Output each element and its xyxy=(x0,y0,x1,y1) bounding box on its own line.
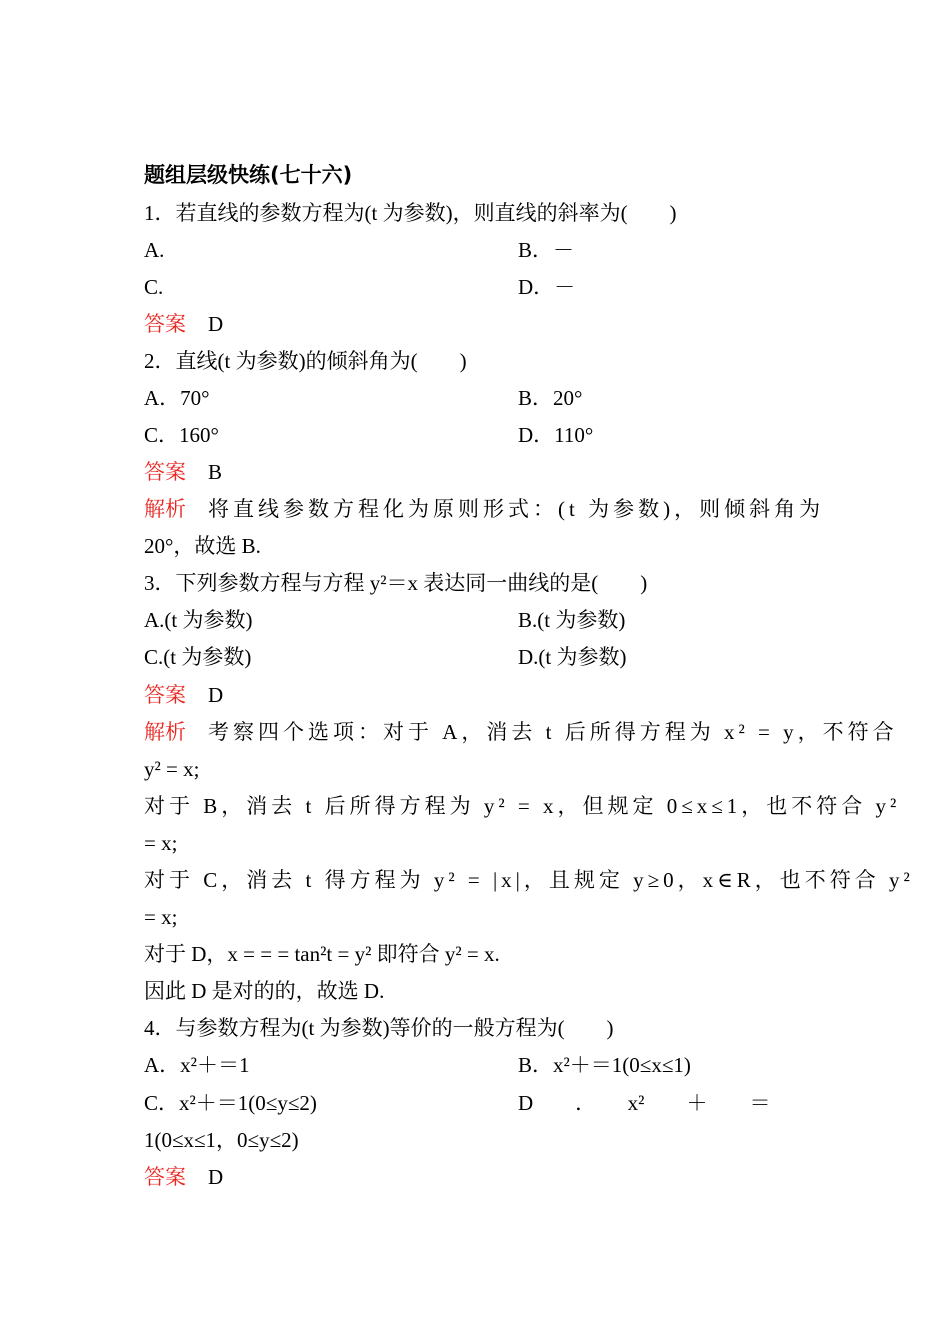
analysis-label: 解析 xyxy=(144,497,186,521)
q3-analysis-line-3: 对于 B，消去 t 后所得方程为 y² = x，但规定 0≤x≤1，也不符合 y² xyxy=(144,794,901,818)
q1-option-a: A. xyxy=(144,238,165,262)
q2-analysis-row xyxy=(144,494,824,524)
q1-option-c: C. xyxy=(144,275,164,299)
q1-answer-row xyxy=(144,309,223,339)
q2-stem: 2．直线(t 为参数)的倾斜角为( ) xyxy=(144,349,467,373)
q2-answer: B xyxy=(208,460,223,484)
analysis-label: 解析 xyxy=(144,720,186,744)
answer-label: 答案 xyxy=(144,460,186,484)
q3-option-b: B.(t 为参数) xyxy=(518,608,626,632)
q4-answer-row xyxy=(144,1162,223,1192)
q1-option-b: B．－ xyxy=(518,238,575,262)
q2-analysis-text: 将直线参数方程化为原则形式：(t 为参数)，则倾斜角为 xyxy=(208,497,825,521)
answer-label: 答案 xyxy=(144,312,186,336)
q3-option-d: D.(t 为参数) xyxy=(518,645,627,669)
q2-answer-row xyxy=(144,457,222,487)
q4-option-a: A．x²＋＝1 xyxy=(144,1053,250,1077)
q1-option-d: D．－ xyxy=(518,275,576,299)
q2-option-d: D．110° xyxy=(518,423,594,447)
q2-option-a: A．70° xyxy=(144,386,210,410)
q4-option-d: D ． x² ＋ ＝ xyxy=(518,1091,771,1115)
q3-option-a: A.(t 为参数) xyxy=(144,608,253,632)
answer-label: 答案 xyxy=(144,683,186,707)
q3-answer: D xyxy=(208,683,224,707)
q2-analysis-cont: 20°，故选 B. xyxy=(144,534,261,558)
q1-stem: 1．若直线的参数方程为(t 为参数)，则直线的斜率为( ) xyxy=(144,201,677,225)
q3-analysis-line-1: 考察四个选项：对于 A，消去 t 后所得方程为 x² = y，不符合 xyxy=(208,720,898,744)
q2-option-c: C．160° xyxy=(144,423,219,447)
q3-analysis-line-2: y² = x; xyxy=(144,757,200,781)
q3-analysis-line-6: = x; xyxy=(144,905,178,929)
q3-analysis-line-5: 对于 C，消去 t 得方程为 y² = |x|，且规定 y≥0，x∈R，也不符合 y² xyxy=(144,868,914,892)
q2-option-b: B．20° xyxy=(518,386,583,410)
q4-answer: D xyxy=(208,1165,224,1189)
q3-stem: 3．下列参数方程与方程 y²＝x 表达同一曲线的是( ) xyxy=(144,571,648,595)
q3-analysis-row xyxy=(144,717,898,747)
page-title: 题组层级快练(七十六) xyxy=(144,163,353,187)
q3-analysis-line-7: 对于 D，x = = = tan²t = y² 即符合 y² = x. xyxy=(144,942,500,966)
q4-option-c: C．x²＋＝1(0≤y≤2) xyxy=(144,1091,317,1115)
q3-answer-row xyxy=(144,680,223,710)
q4-stem: 4．与参数方程为(t 为参数)等价的一般方程为( ) xyxy=(144,1016,614,1040)
answer-label: 答案 xyxy=(144,1165,186,1189)
q4-option-b: B．x²＋＝1(0≤x≤1) xyxy=(518,1053,691,1077)
q3-analysis-line-4: = x; xyxy=(144,831,178,855)
q3-analysis-line-8: 因此 D 是对的的，故选 D. xyxy=(144,979,385,1003)
q1-answer: D xyxy=(208,312,224,336)
q3-option-c: C.(t 为参数) xyxy=(144,645,252,669)
q4-option-d-cont: 1(0≤x≤1，0≤y≤2) xyxy=(144,1128,299,1152)
